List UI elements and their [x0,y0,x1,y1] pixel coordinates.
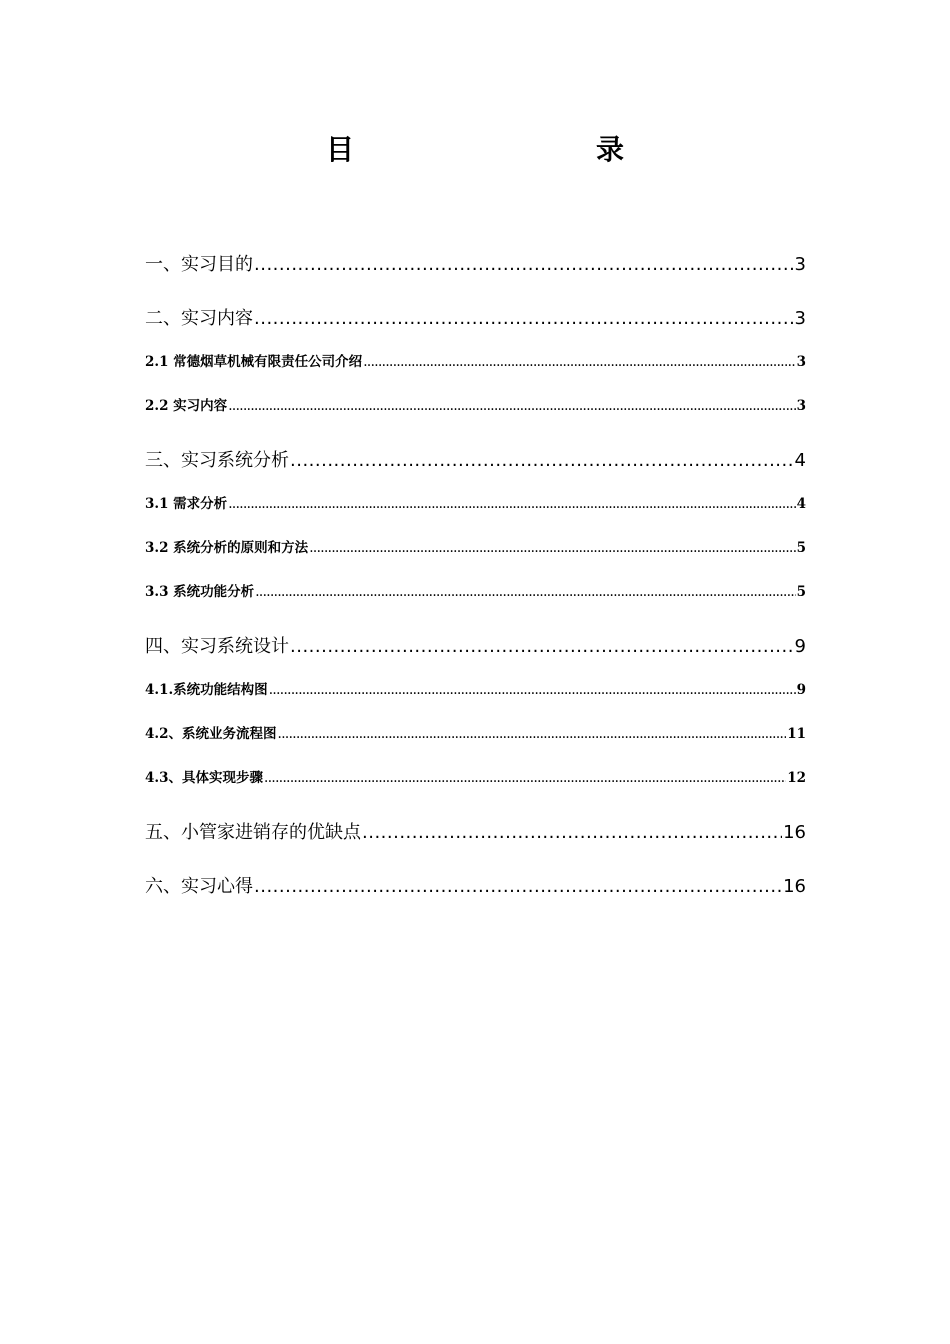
toc-entry-page: 3 [794,308,806,329]
toc-dot-leader [362,820,782,846]
toc-entry-label: 3.1 需求分析 [145,496,228,512]
toc-entry[interactable] [145,396,806,416]
toc-entry-label: 三、实习系统分析 [145,450,289,471]
toc-entry-page: 11 [787,726,806,742]
toc-dot-leader [264,768,786,788]
toc-entry-page: 3 [794,254,806,275]
toc-entry[interactable] [145,680,806,700]
toc-entry-page: 4 [796,496,806,512]
toc-entry[interactable] [145,582,806,602]
toc-entry-page: 3 [796,354,806,370]
toc-entry[interactable] [145,634,806,660]
toc-entry-label: 六、实习心得 [145,876,253,897]
toc-dot-leader [309,538,795,558]
toc-entry-label: 4.1.系统功能结构图 [145,682,268,698]
toc-dot-leader [254,252,794,278]
toc-dot-leader [278,724,787,744]
toc-entry[interactable] [145,448,806,474]
toc-dot-leader [254,306,794,332]
toc-dot-leader [228,396,795,416]
toc-entry[interactable] [145,768,806,788]
toc-entry[interactable] [145,538,806,558]
toc-entry-page: 9 [794,636,806,657]
toc-entry[interactable] [145,874,806,900]
toc-dot-leader [269,680,796,700]
toc-entry-page: 16 [783,822,806,843]
toc-entry-label: 4.3、具体实现步骤 [145,770,263,786]
toc-entry-page: 9 [796,682,806,698]
toc-entry-label: 二、实习内容 [145,308,253,329]
toc-title: 目 录 [325,133,686,166]
toc-entry[interactable] [145,352,806,372]
toc-entry-page: 3 [796,398,806,414]
toc-dot-leader [228,494,795,514]
toc-entry-page: 16 [783,876,806,897]
toc-entry[interactable] [145,820,806,846]
toc-entry[interactable] [145,494,806,514]
toc-entry-page: 12 [787,770,806,786]
toc-entry-label: 3.2 系统分析的原则和方法 [145,540,309,556]
toc-entry-page: 4 [794,450,806,471]
toc-entry-label: 2.2 实习内容 [145,398,228,414]
toc-entry[interactable] [145,306,806,332]
toc-dot-leader [290,634,794,660]
toc-dot-leader [363,352,795,372]
toc-dot-leader [254,874,782,900]
toc-entry-label: 3.3 系统功能分析 [145,584,255,600]
toc-entry-label: 五、小管家进销存的优缺点 [145,822,361,843]
toc-entry-label: 4.2、系统业务流程图 [145,726,277,742]
toc-entry-page: 5 [796,584,806,600]
toc-entry-label: 一、实习目的 [145,254,253,275]
toc-entry-page: 5 [796,540,806,556]
toc-entry-label: 2.1 常德烟草机械有限责任公司介绍 [145,354,363,370]
toc-entry[interactable] [145,724,806,744]
toc-dot-leader [255,582,795,602]
toc-entry-label: 四、实习系统设计 [145,636,289,657]
toc-entry[interactable] [145,252,806,278]
toc-dot-leader [290,448,794,474]
